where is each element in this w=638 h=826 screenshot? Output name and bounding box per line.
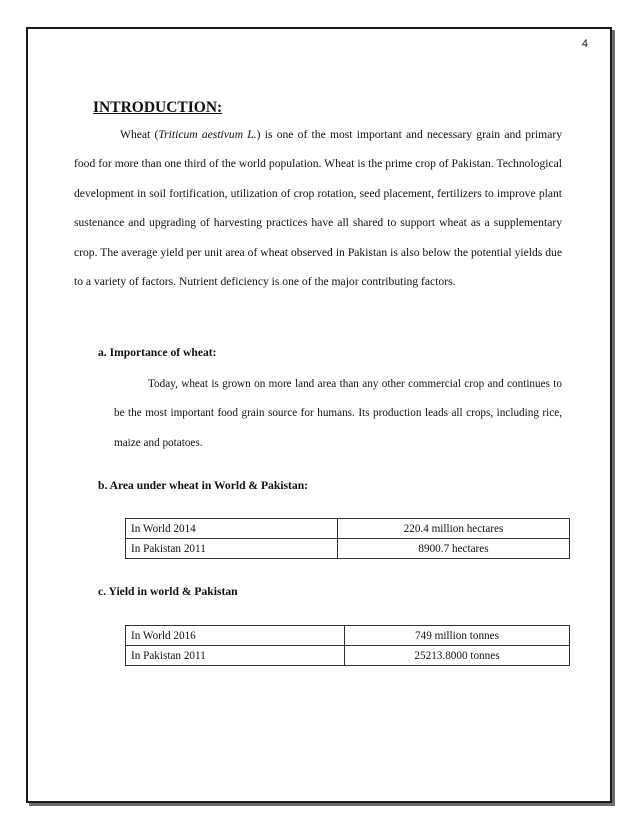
area-table: [125, 518, 570, 559]
introduction-paragraph: [74, 120, 562, 296]
area-value-cell: 8900.7 hectares: [338, 539, 570, 559]
area-value-cell: 220.4 million hectares: [338, 519, 570, 539]
area-label-cell: In World 2014: [126, 519, 338, 539]
yield-value-cell: 749 million tonnes: [345, 626, 570, 646]
yield-table: [125, 625, 570, 666]
table-row: [126, 646, 570, 666]
yield-label-cell: In World 2016: [126, 626, 345, 646]
area-label-cell: In Pakistan 2011: [126, 539, 338, 559]
yield-value-cell: 25213.8000 tonnes: [345, 646, 570, 666]
table-row: [126, 626, 570, 646]
scientific-name: Triticum aestivum L.: [158, 128, 257, 141]
intro-text-start: Wheat (: [120, 128, 159, 141]
area-heading: b. Area under wheat in World & Pakistan:: [98, 479, 309, 492]
yield-heading: c. Yield in world & Pakistan: [98, 585, 238, 598]
intro-text-rest: ) is one of the most important and necessary grain and primary food for more than one third of the world population. Wheat is the prime crop of Pakistan. Technological development in soil fortification, utilization of crop rotation, seed placement, fertilizers to improve plant sustenance and upgrading of harvesting practices have all shared to support wheat as a supplementary crop. The average yield per unit area of wheat observed in Pakistan is also below the potential yields due to a variety of factors. Nutrient deficiency is one of the major contributing factors.: [74, 128, 562, 289]
yield-label-cell: In Pakistan 2011: [126, 646, 345, 666]
introduction-heading: INTRODUCTION:: [93, 99, 223, 116]
page-number: 4: [581, 38, 588, 50]
importance-paragraph: Today, wheat is grown on more land area than any other commercial crop and continues to be the most important food grain source for humans. Its production leads all crops, including rice, maize and potatoes.: [114, 378, 562, 449]
importance-heading: a. Importance of wheat:: [98, 346, 217, 359]
table-row: [126, 519, 570, 539]
table-row: [126, 539, 570, 559]
